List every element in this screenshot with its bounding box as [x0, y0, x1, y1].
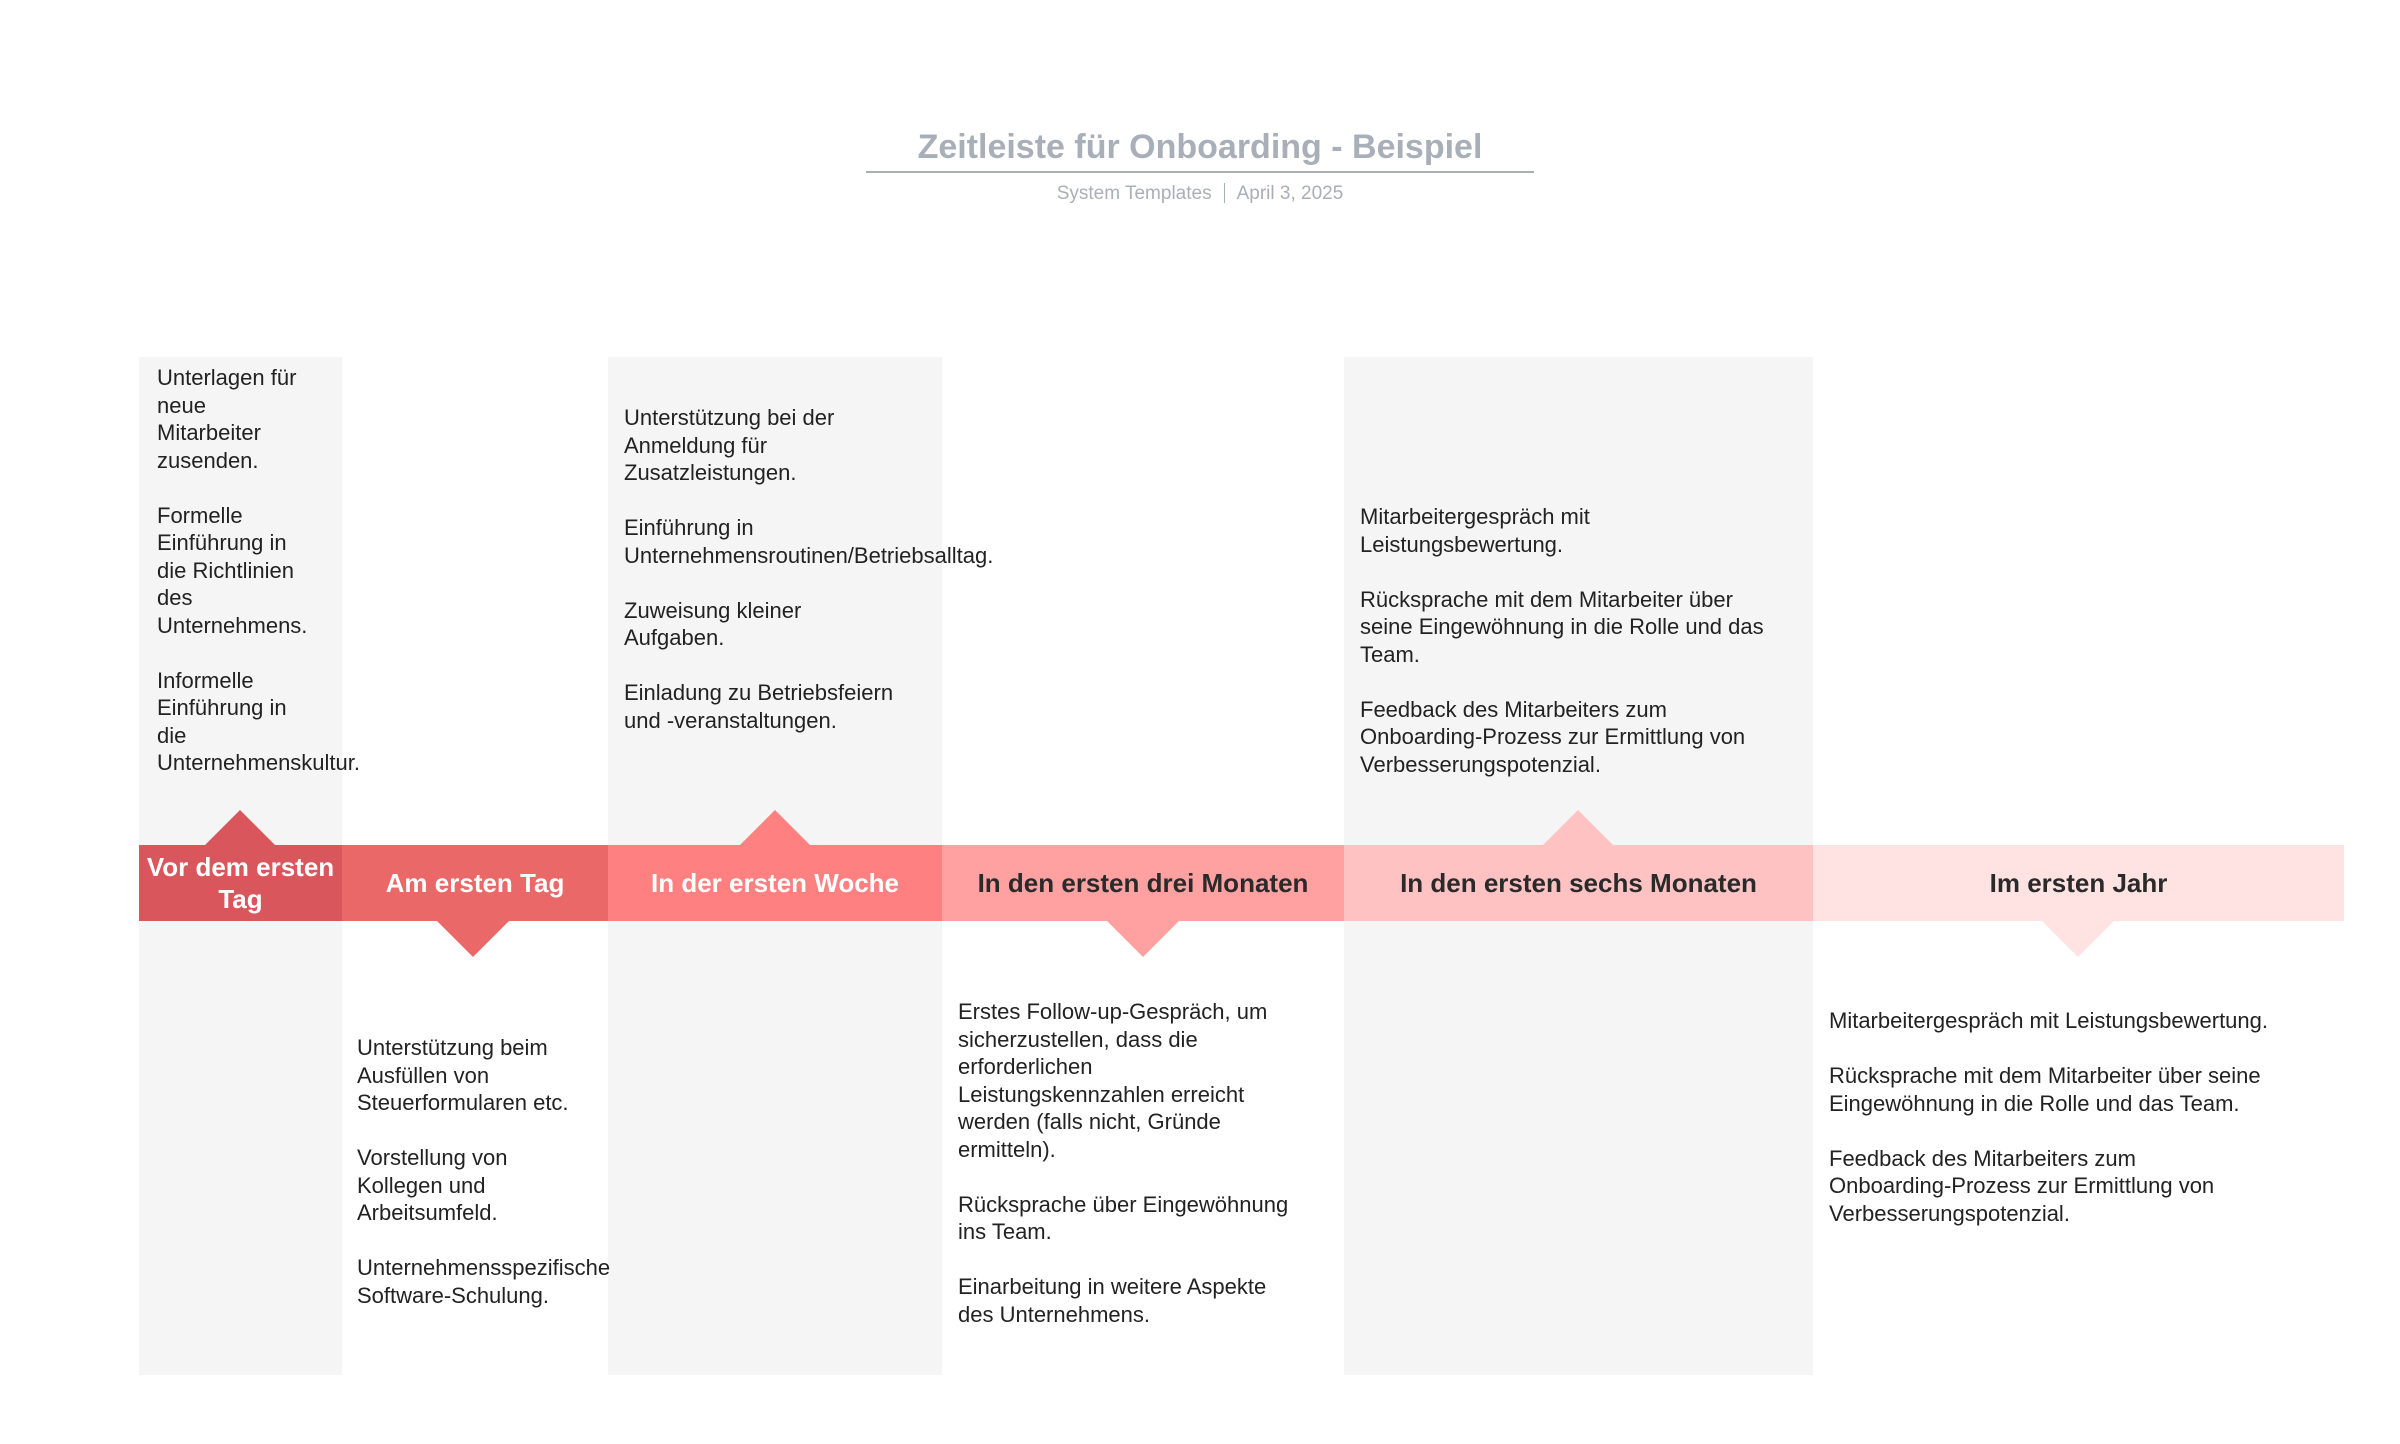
phase-1-pointer [204, 810, 276, 846]
task-item: Feedback des Mitarbeiters zum Onboarding-Prozess zur Ermittlung von Verbesserungspotenzial. [1829, 1145, 2215, 1226]
task-item: Einführung in Unternehmensroutinen/Betriebsalltag. [624, 515, 994, 568]
task-item: Mitarbeitergespräch mit Leistungsbewertung. [1829, 1008, 2269, 1033]
phase-4-band [942, 845, 1344, 921]
subtitle-separator [1224, 183, 1225, 203]
phase-1-tasks [157, 364, 360, 777]
task-item: Unterstützung bei der Anmeldung für Zusatzleistungen. [624, 405, 835, 485]
phase-2-tasks [357, 1034, 610, 1309]
task-item: Erstes Follow-up-Gespräch, um sicherzustellen, dass die erforderlichen Leistungskennzahlen erreicht werden (falls nicht, Gründe ermitteln). [958, 999, 1268, 1162]
phase-5-pointer [1542, 810, 1614, 846]
task-item: Einladung zu Betriebsfeiern und -veranstaltungen. [624, 680, 894, 733]
task-item: Rücksprache mit dem Mitarbeiter über seine Eingewöhnung in die Rolle und das Team. [1360, 586, 1764, 667]
phase-6-tasks [1829, 1007, 2268, 1227]
phase-6-label: Im ersten Jahr [1989, 868, 2168, 898]
task-item: Unternehmensspezifische Software-Schulung. [357, 1255, 611, 1308]
task-item: Rücksprache mit dem Mitarbeiter über seine Eingewöhnung in die Rolle und das Team. [1829, 1063, 2261, 1116]
phase-1-label: Vor dem ersten Tag [146, 852, 335, 914]
task-item: Feedback des Mitarbeiters zum Onboarding-Prozess zur Ermittlung von Verbesserungspotenzial. [1360, 696, 1746, 777]
phase-3-pointer [739, 810, 811, 846]
page-title: Zeitleiste für Onboarding - Beispiel [866, 128, 1535, 173]
phase-6-band [1813, 845, 2344, 921]
phase-1-band [139, 845, 342, 921]
phase-6-pointer [2042, 921, 2114, 957]
phase-5-tasks [1360, 503, 1764, 778]
task-item: Vorstellung von Kollegen und Arbeitsumfeld. [357, 1145, 508, 1225]
task-item: Einarbeitung in weitere Aspekte des Unternehmens. [958, 1274, 1267, 1327]
phase-3-tasks [624, 404, 993, 734]
header [0, 128, 2400, 205]
author-label: System Templates [1056, 183, 1212, 204]
task-item: Unterlagen für neue Mitarbeiter zusenden. [157, 365, 297, 473]
phase-5-band [1344, 845, 1813, 921]
task-item: Mitarbeitergespräch mit Leistungsbewertung. [1360, 504, 1590, 557]
phase-3-band [608, 845, 942, 921]
page-subtitle [0, 183, 2400, 205]
task-item: Formelle Einführung in die Richtlinien des Unternehmens. [157, 502, 308, 638]
phase-4-pointer [1107, 921, 1179, 957]
task-item: Zuweisung kleiner Aufgaben. [624, 597, 802, 650]
phase-3-label: In der ersten Woche [650, 868, 900, 898]
phase-4-tasks [958, 998, 1288, 1328]
phase-4-label: In den ersten drei Monaten [977, 868, 1309, 898]
phase-2-label: Am ersten Tag [385, 868, 565, 898]
phase-2-band [342, 845, 608, 921]
phase-2-pointer [437, 921, 509, 957]
task-item: Rücksprache über Eingewöhnung ins Team. [958, 1191, 1289, 1244]
task-item: Unterstützung beim Ausfüllen von Steuerformularen etc. [357, 1035, 569, 1115]
task-item: Informelle Einführung in die Unternehmenskultur. [157, 667, 360, 775]
phase-5-label: In den ersten sechs Monaten [1400, 868, 1757, 898]
date-label: April 3, 2025 [1236, 183, 1344, 204]
